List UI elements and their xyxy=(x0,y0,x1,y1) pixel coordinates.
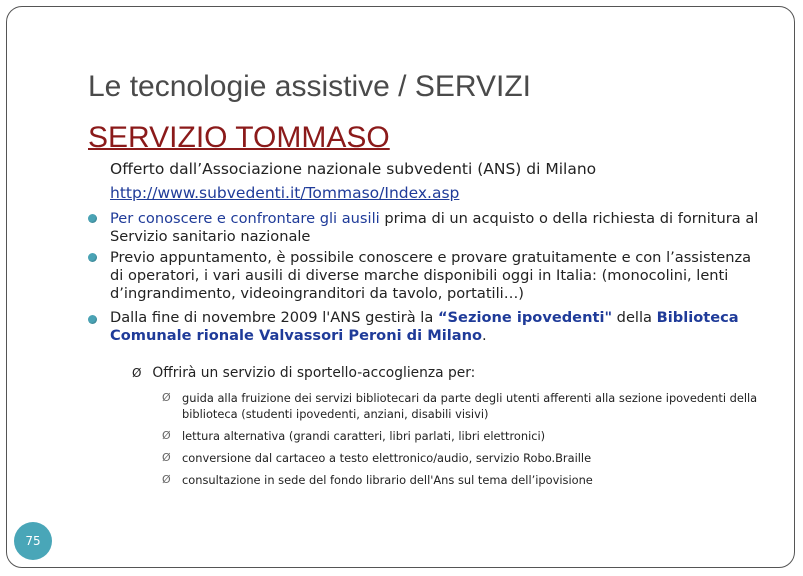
sub-sub-bullet-item xyxy=(162,472,762,488)
slide-subtitle: SERVIZIO TOMMASO xyxy=(88,121,390,154)
bullet-text: Dalla fine di novembre 2009 l'ANS gestirà la xyxy=(110,309,438,326)
library-name: Biblioteca Comunale rionale Valvassori Peroni di Milano xyxy=(110,309,739,344)
sub-sub-bullet-text: lettura alternativa (grandi caratteri, libri parlati, libri elettronici) xyxy=(182,429,546,443)
sub-bullet-text: Offrirà un servizio di sportello-accoglienza per: xyxy=(152,365,476,381)
arrow-bullet-icon: Ø xyxy=(162,473,171,486)
sub-bullet xyxy=(132,365,752,381)
sub-sub-bullet-text: conversione dal cartaceo a testo elettronico/audio, servizio Robo.Braille xyxy=(182,451,592,465)
bullet-highlight: Per conoscere e confrontare gli ausili xyxy=(110,210,380,227)
sub-sub-bullet-list xyxy=(162,390,762,494)
ans-link[interactable]: http://www.subvedenti.it/Tommaso/Index.asp xyxy=(110,184,460,202)
page-number-badge: 75 xyxy=(14,522,52,560)
sub-sub-bullet-item xyxy=(162,450,762,466)
section-name: “Sezione ipovedenti" xyxy=(437,309,613,326)
bullet-text: Previo appuntamento, è possibile conoscere e provare gratuitamente e con l’assistenza di operatori, i vari ausili di diverse marche disponibili oggi in Italia: (monocolini, lenti d’ingrandimento, videoingranditori da tavolo, portatili…) xyxy=(110,249,752,302)
bullet-list xyxy=(88,210,768,348)
sub-sub-bullet-text: guida alla fruizione dei servizi bibliotecari da parte degli utenti afferenti alla sezione ipovedenti della biblioteca (studenti ipovedenti, anziani, disabili visivi) xyxy=(182,391,758,421)
bullet-dot-icon xyxy=(88,253,97,262)
bullet-item xyxy=(88,210,768,246)
sub-sub-bullet-item xyxy=(162,390,762,422)
sub-sub-bullet-text: consultazione in sede del fondo librario dell'Ans sul tema dell’ipovisione xyxy=(182,473,593,487)
offered-by-text: Offerto dall’Associazione nazionale subvedenti (ANS) di Milano xyxy=(110,160,597,178)
arrow-bullet-icon: Ø xyxy=(162,391,171,404)
bullet-dot-icon xyxy=(88,214,97,223)
arrow-bullet-icon: Ø xyxy=(132,366,142,380)
slide-title: Le tecnologie assistive / SERVIZI xyxy=(88,70,531,103)
bullet-item xyxy=(88,249,768,303)
bullet-dot-icon xyxy=(88,315,97,324)
bullet-text: . xyxy=(482,327,487,344)
arrow-bullet-icon: Ø xyxy=(162,429,171,442)
bullet-item xyxy=(88,309,768,345)
arrow-bullet-icon: Ø xyxy=(162,451,171,464)
bullet-text: della xyxy=(612,309,657,326)
bullet-text: prima di un acquisto o della richiesta di fornitura al Servizio sanitario nazionale xyxy=(110,210,759,245)
sub-sub-bullet-item xyxy=(162,428,762,444)
